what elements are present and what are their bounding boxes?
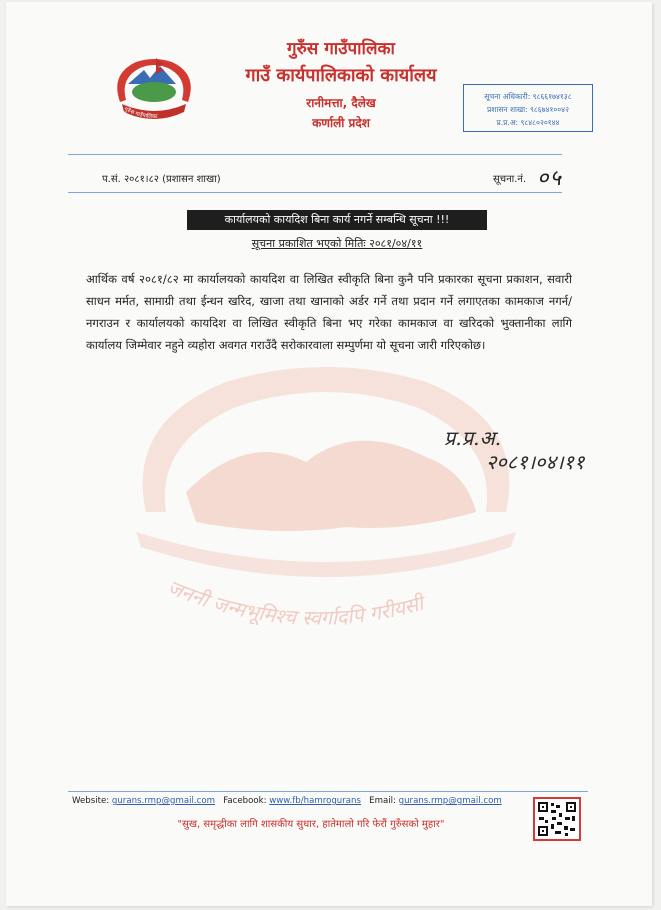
contact-box xyxy=(463,84,593,132)
reference-rule xyxy=(68,192,562,193)
contact-info-officer: सूचना अधिकारी: ९८६६१७४१३८ xyxy=(484,92,572,101)
footer-rule xyxy=(68,791,588,792)
emblem-watermark xyxy=(106,362,546,642)
qr-code[interactable] xyxy=(533,797,581,841)
email-link[interactable]: gurans.rmp@gmail.com xyxy=(398,796,502,806)
office-address: रानीमत्ता, दैलेख xyxy=(306,96,376,110)
notice-number-value: ०५ xyxy=(537,166,562,191)
email-label: Email: xyxy=(369,796,396,806)
website-link[interactable]: gurans.rmp@gmail.com xyxy=(111,796,216,806)
footer-motto: "सुख, समृद्धीका लागि शासकीय सुधार, हातेमालो गरि फेरौं गुरुँसको मुहार" xyxy=(177,819,445,830)
contact-cao: प्र.प्र.अ: ९८४८०२०१४४ xyxy=(496,118,560,127)
notice-number-label: सूचना.नं. xyxy=(493,174,527,185)
contact-admin-section: प्रशासन शाखा: ९८६७४१००४२ xyxy=(487,105,569,114)
notice-body: आर्थिक वर्ष २०८१/८२ मा कार्यालयको कायदिश वा लिखित स्वीकृति बिना कुनै पनि प्रकारका सूचना प्रकाशन, सवारी साधन मर्मत, सामाग्री तथा ईन्धन खरिद, खाजा तथा खानाको अर्डर गर्ने तथा प्रदान गर्ने लगाएतका कामकाज नगर्न/नगराउन र कार्यालयको कायदिश वा लिखित स्वीकृति बिना भए गरेका कामकाज वा खरिदको भुक्तानीका लागि कार्यालय जिम्मेवार नहुने व्यहोरा अवगत गराउँदै सरोकारवाला सम्पुर्णमा यो सूचना जारी गरिएकोछ। xyxy=(86,272,572,352)
header-rule xyxy=(68,154,562,155)
svg-text:जननी जन्मभूमिश्च स्वर्गादपि गर xyxy=(164,575,429,630)
document-page xyxy=(6,2,652,906)
watermark-motto: जननी जन्मभूमिश्च स्वर्गादपि गरीयसी xyxy=(164,574,426,630)
facebook-link[interactable]: www.fb/hamrogurans xyxy=(269,796,361,806)
website-label: Website: xyxy=(72,796,110,806)
municipality-name: गुरुँस गाउँपालिका xyxy=(287,39,395,59)
reference-number: प.सं. २०८१।८२ (प्रशासन शाखा) xyxy=(102,174,221,185)
logo-text: गुरुँस गाउँपालिका xyxy=(123,106,158,121)
published-date: सूचना प्रकाशित भएको मितिः २०८१/०४/११ xyxy=(251,237,423,250)
footer-contacts xyxy=(72,796,502,806)
office-name: गाउँ कार्यपालिकाको कार्यालय xyxy=(245,65,437,86)
notice-title: कार्यालयको कायदिश बिना कार्य नगर्ने सम्बन्धि सूचना !!! xyxy=(187,210,487,230)
facebook-label: Facebook: xyxy=(223,796,267,806)
signature-date: २०८१।०४।११ xyxy=(486,450,585,474)
signature-name: प्र.प्र.अ. xyxy=(444,426,502,450)
municipality-logo xyxy=(106,54,202,124)
province-name: कर्णाली प्रदेश xyxy=(312,116,370,130)
